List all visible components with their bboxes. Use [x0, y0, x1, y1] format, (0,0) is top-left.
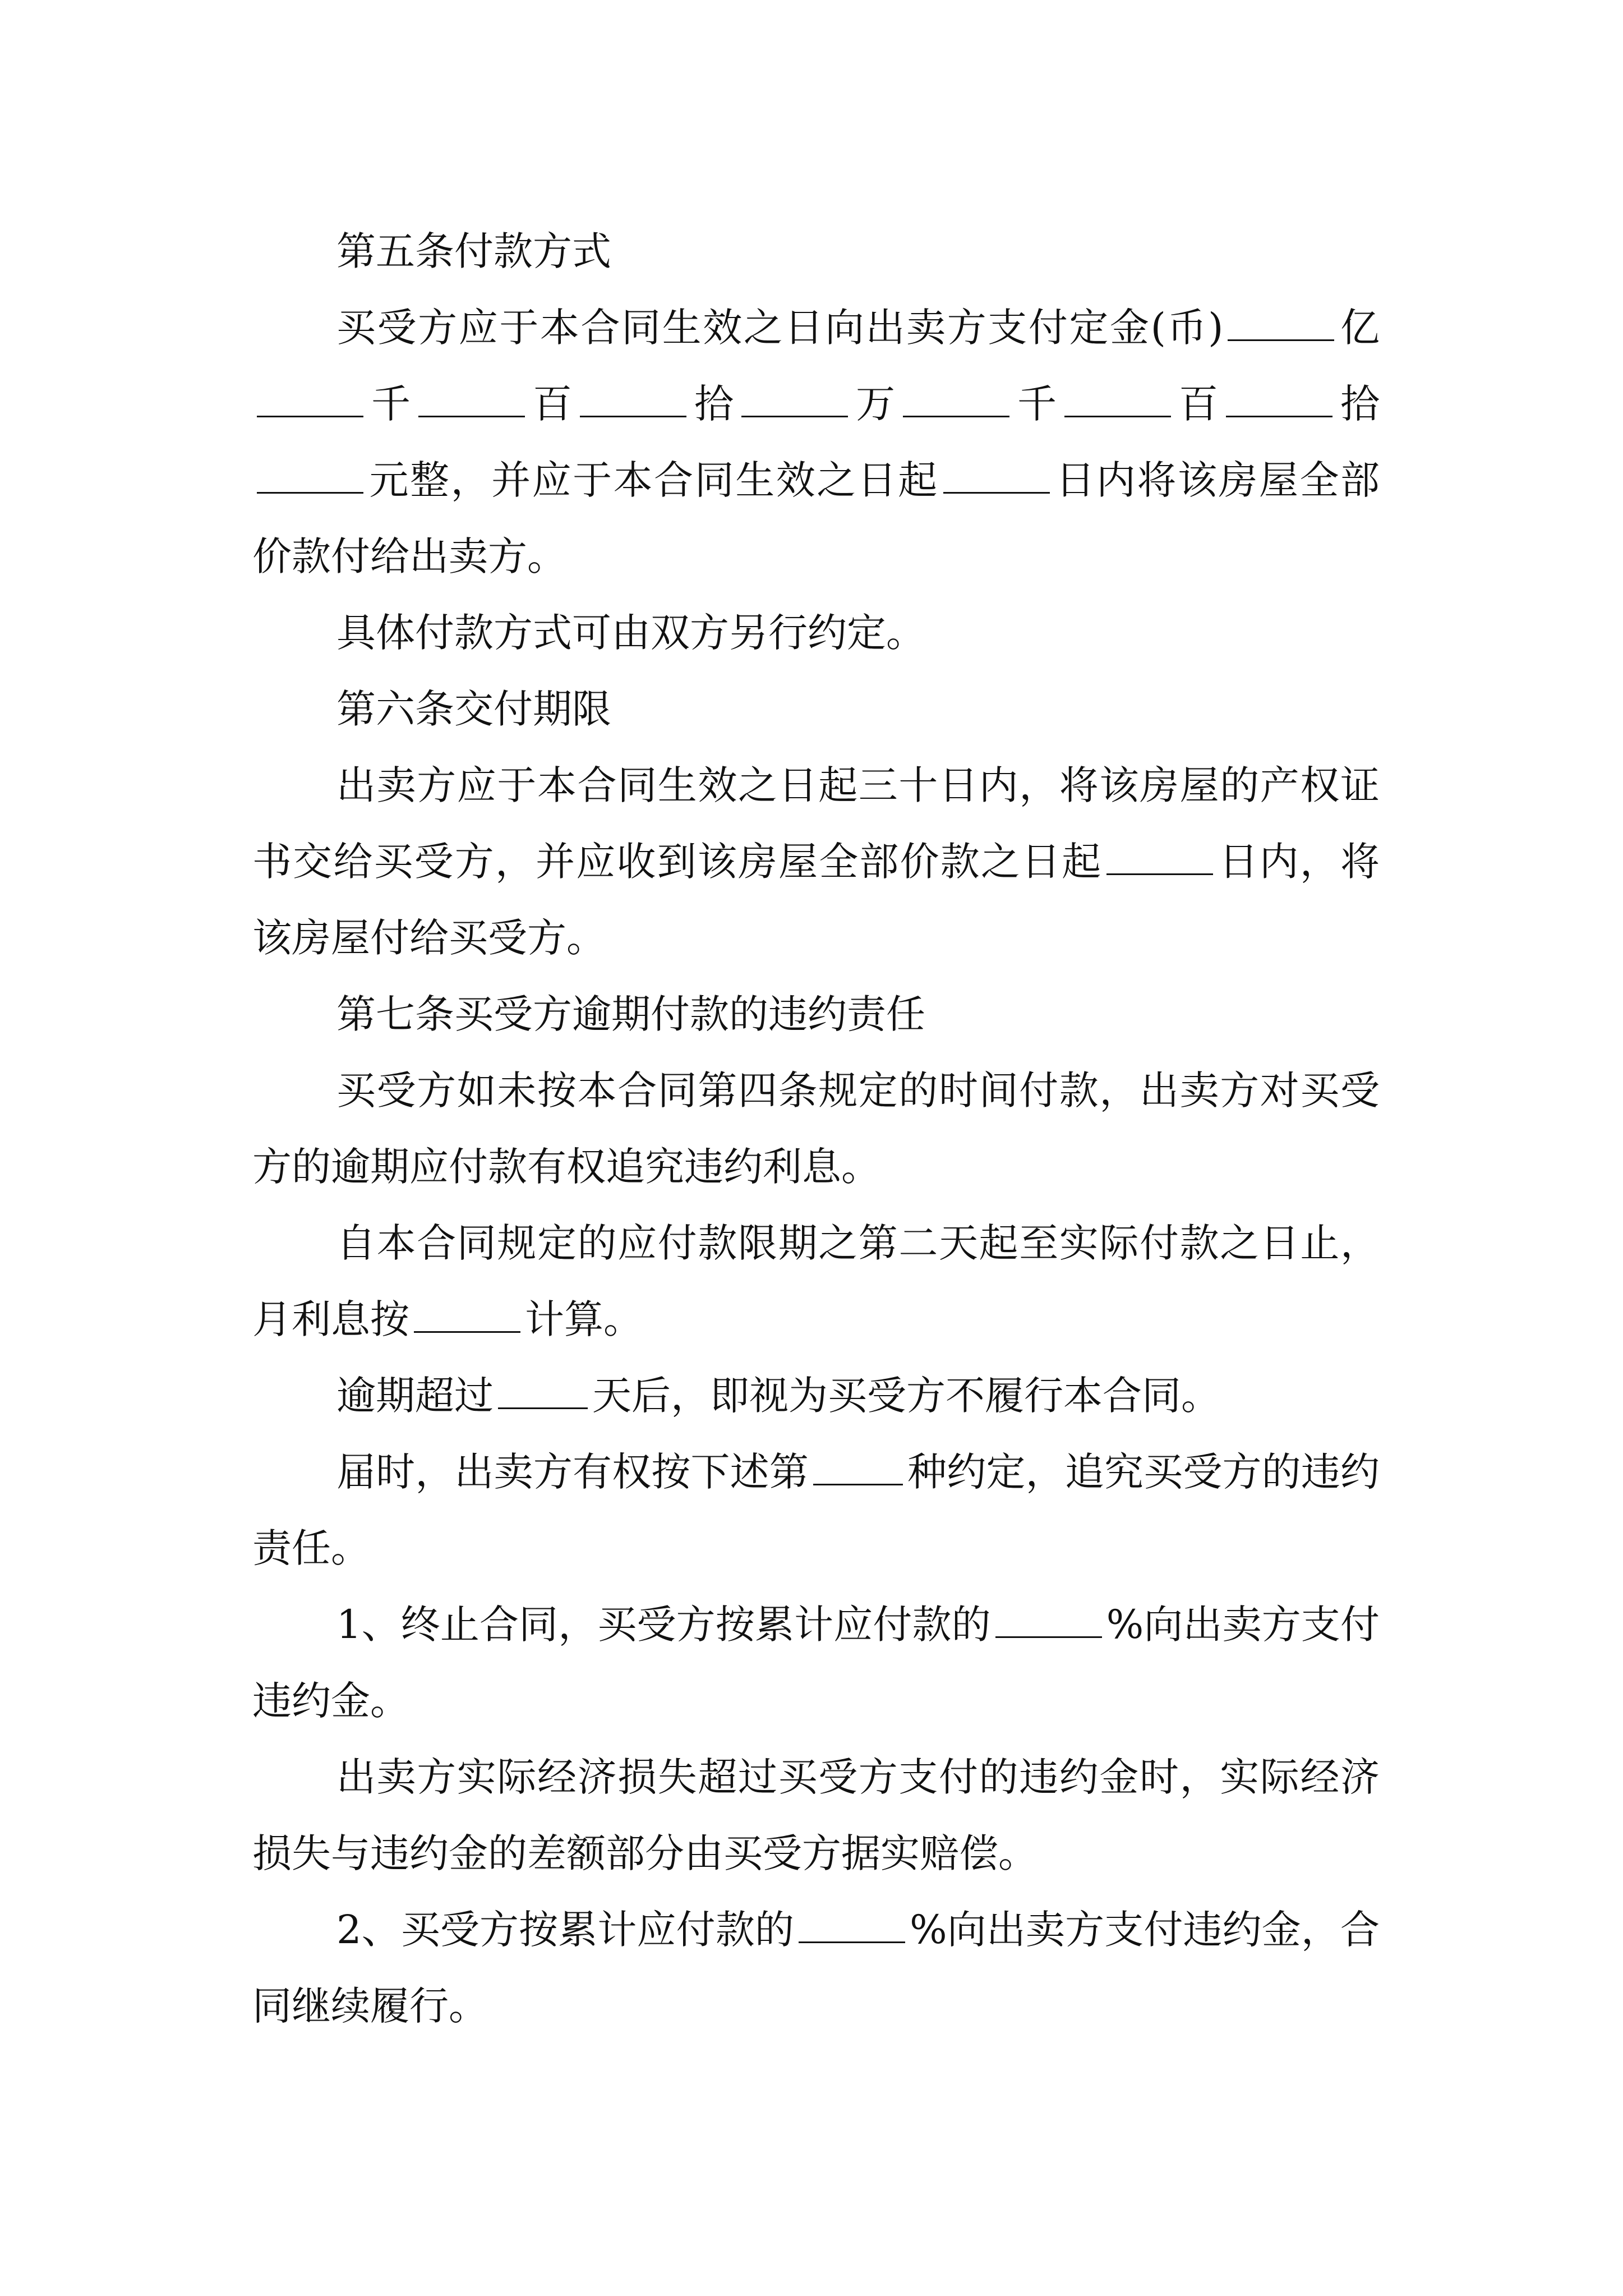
- blank-field: [813, 1444, 903, 1485]
- section-5-heading: 第五条付款方式: [336, 228, 611, 274]
- text-fragment: %向出卖方支付违约金，合同继续履行。: [252, 1907, 1380, 2029]
- section-6-paragraph-1: [252, 747, 1380, 976]
- text-fragment: 日内，将该房屋付给买受方。: [252, 839, 1380, 961]
- section-7-paragraph-7: [252, 1892, 1380, 2044]
- unit-label: 千: [368, 381, 414, 427]
- section-7-paragraph-1: 买受方如未按本合同第四条规定的时间付款，出卖方对买受方的逾期应付款有权追究违约利息。: [252, 1068, 1380, 1190]
- text-fragment: 届时，出卖方有权按下述第: [336, 1449, 809, 1495]
- text-fragment: 2、买受方按累计应付款的: [336, 1907, 795, 1953]
- text-fragment: 元整，并应于本合同生效之日起: [368, 457, 939, 503]
- blank-field: [1226, 376, 1332, 417]
- blank-field: [903, 376, 1009, 417]
- section-6-heading: 第六条交付期限: [336, 686, 611, 732]
- section-7-paragraph-6: 出卖方实际经济损失超过买受方支付的违约金时，实际经济损失与违约金的差额部分由买受方据实赔偿。: [252, 1754, 1380, 1876]
- section-5-paragraph-2: 具体付款方式可由双方另行约定。: [336, 610, 925, 656]
- blank-field: [257, 453, 363, 494]
- text-fragment: 计算。: [525, 1296, 643, 1342]
- text-fragment: 种约定，追究买受方的违约责任。: [252, 1449, 1380, 1571]
- text-fragment: 日内将该房屋全部价款付给出卖方。: [252, 457, 1380, 579]
- text-fragment: 天后，即视为买受方不履行本合同。: [592, 1373, 1220, 1419]
- document-page: [252, 213, 1380, 2044]
- section-7-paragraph-5: [252, 1586, 1380, 1739]
- unit-label: 万: [852, 381, 898, 427]
- unit-label: 百: [529, 381, 575, 427]
- blank-field: [418, 376, 525, 417]
- blank-field: [1064, 376, 1171, 417]
- text-fragment: 逾期超过: [336, 1373, 494, 1419]
- blank-field: [498, 1368, 588, 1409]
- text-fragment: 出卖方应于本合同生效之日起三十日内，将该房屋的产权证书交给买受方，并应收到该房屋全部价款之日起: [252, 762, 1380, 885]
- blank-field: [580, 376, 686, 417]
- text-fragment: 1、终止合同，买受方按累计应付款的: [336, 1602, 991, 1648]
- text-fragment: 自本合同规定的应付款限期之第二天起至实际付款之日止，月利息按: [252, 1220, 1380, 1342]
- unit-label: 百: [1175, 381, 1221, 427]
- blank-field: [995, 1597, 1102, 1638]
- blank-field: [943, 453, 1050, 494]
- section-7-paragraph-3: [252, 1358, 1380, 1434]
- unit-label: 拾: [691, 381, 737, 427]
- unit-label: 千: [1014, 381, 1060, 427]
- text-fragment: %向出卖方支付违约金。: [252, 1602, 1380, 1724]
- blank-field: [1106, 834, 1213, 875]
- section-7-heading: 第七条买受方逾期付款的违约责任: [336, 991, 925, 1037]
- section-5-paragraph-1: [252, 289, 1380, 595]
- unit-label: 亿: [1339, 305, 1380, 351]
- text-fragment: 买受方应于本合同生效之日向出卖方支付定金(币): [336, 305, 1224, 351]
- blank-field: [741, 376, 848, 417]
- section-7-paragraph-2: [252, 1205, 1380, 1358]
- blank-field: [799, 1902, 905, 1943]
- blank-field: [1228, 300, 1334, 341]
- blank-field: [257, 376, 363, 417]
- unit-label: 拾: [1337, 381, 1380, 427]
- blank-field: [414, 1292, 520, 1333]
- section-7-paragraph-4: [252, 1434, 1380, 1586]
